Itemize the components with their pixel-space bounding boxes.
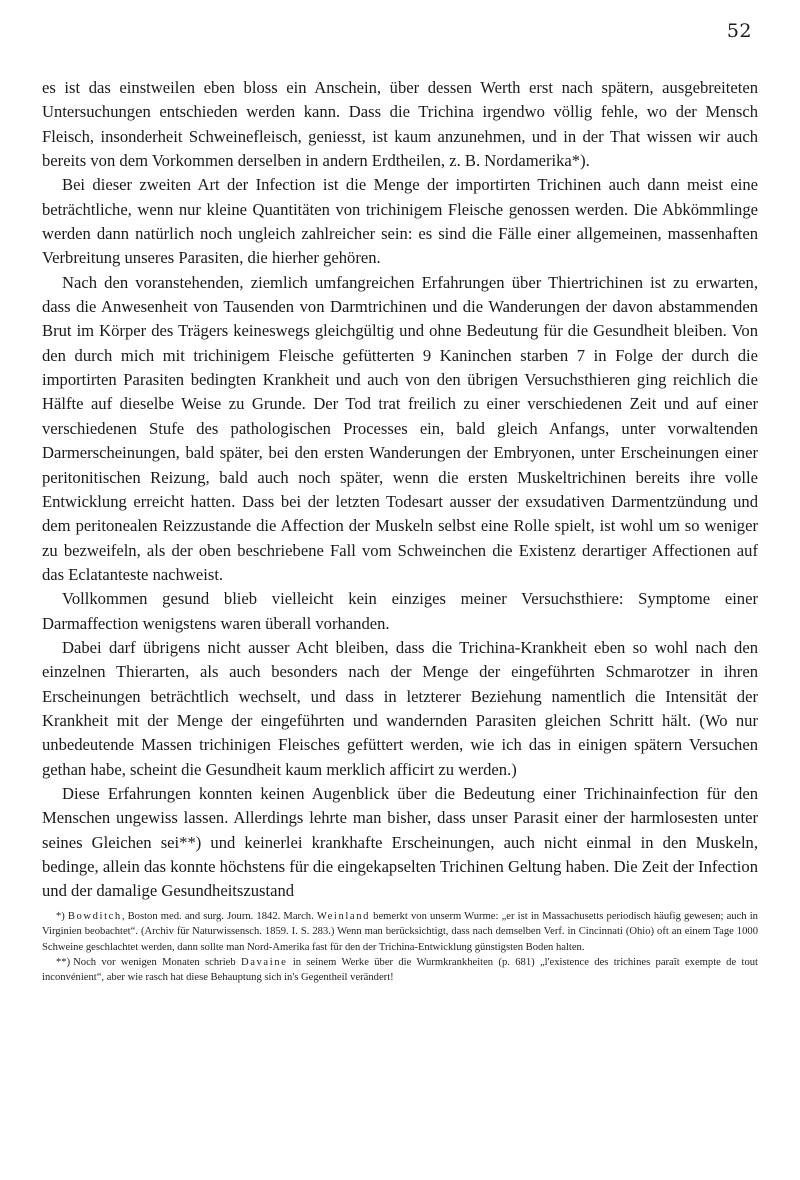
footnote-2-author: Davaine (240, 956, 288, 968)
footnote-1-author-2: Weinland (316, 910, 370, 922)
paragraph-2: Bei dieser zweiten Art der Infection ist die Menge der importirten Trichinen auch dann meist eine beträchtliche, wenn nur kleine Quantitäten von trichinigem Fleische genossen werden. Die Abkömmlinge werden dann natürlich noch ungleich zahlreicher sein: es sind die Fälle einer allgemeinen, massenhaften Verbreitung unseres Parasiten, die hierher gehören. (42, 175, 758, 268)
paragraph-3: Nach den voranstehenden, ziemlich umfangreichen Erfahrungen über Thiertrichinen ist zu erwarten, dass die Anwesenheit von Tausenden von Darmtrichinen und die Wanderungen der davon abstammenden Brut im Körper des Trägers keineswegs gleichgültig und ohne Bedeutung für die Gesundheit bleiben. Von den durch mich mit trichinigem Fleische gefütterten 9 Kaninchen starben 7 in Folge der durch die importirten Parasiten bedingten Krankheit und auch von den übrigen Versuchsthieren ging reichlich die Hälfte auf dieselbe Weise zu Grunde. Der Tod trat freilich zu einer verschiedenen Zeit und auf einer verschiedenen Stufe des pathologischen Processes ein, bald gleich Anfangs, unter vorwaltenden Darmerscheinungen, bald später, bei den ersten Wanderungen der Embryonen, unter Erscheinungen einer peritonitischen Reizung, bald auch noch später, wenn die ersten Muskeltrichinen bereits ihre volle Entwicklung erreicht hatten. Dass bei der letzten Todesart ausser der exsudativen Darmentzündung und dem peritonealen Reizzustande die Affection der Muskeln selbst eine Rolle spielt, ist wohl um so weniger zu bezweifeln, als der oben beschriebene Fall vom Schweinchen die Existenz derartiger Affectionen auf das Eclatanteste nachweist. (42, 272, 758, 584)
paragraph-6: Diese Erfahrungen konnten keinen Augenblick über die Bedeutung einer Trichinainfection für den Menschen ungewiss lassen. Allerdings lehrte man bisher, dass unser Parasit einer der harmlosesten unter seines Gleichen sei**) und keinerlei krankhafte Erscheinungen, auch nicht einmal in den Muskeln, bedinge, allein das konnte höchstens für die eingekapselten Trichinen Geltung haben. Die Zeit der Infection und der damalige Gesundheitszustand (42, 783, 758, 901)
body-text (42, 76, 758, 904)
book-page (42, 20, 758, 1160)
footnote-1-text-2: bemerkt von unserm Wurme: „er ist in Massachusetts periodisch häufig gewesen; auch in Virginien beobachtet“. (Archiv für Naturwissensch. 1859. I. S. 283.) Wenn man berücksichtigt, dass nach demselben Verf. in Cincinnati (Ohio) oft an einem Tage 1000 Schweine geschlachtet werden, dann sollte man Nord-Amerika fast für den der Trichina-Entwicklung günstigsten Boden halten. (42, 910, 758, 953)
paragraph-5: Dabei darf übrigens nicht ausser Acht bleiben, dass die Trichina-Krankheit eben so wohl nach den einzelnen Thierarten, als auch besonders nach der Menge der eingeführten Schmarotzer in ihren Erscheinungen beträchtlich wechselt, und dass in letzterer Beziehung namentlich die Intensität der Krankheit mit der Menge der eingeführten und wandernden Parasiten gleichen Schritt hält. (Wo nur unbedeutende Massen trichinigen Fleisches gefüttert werden, wie ich das in einigen spätern Versuchen gethan habe, scheint die Gesundheit kaum merklich afficirt zu werden.) (42, 637, 758, 779)
footnote-1-marker: *) (56, 910, 65, 922)
footnotes (42, 909, 758, 986)
footnote-1-author: Bowditch (67, 910, 122, 922)
footnote-1-text: , Boston med. and surg. Journ. 1842. March. (121, 910, 317, 922)
paragraph-4: Vollkommen gesund blieb vielleicht kein einziges meiner Versuchsthiere: Symptome einer Darmaffection wenigstens waren überall vorhanden. (42, 589, 758, 633)
footnote-2-text-2: in seinem Werke über die Wurmkrankheiten (p. 681) „l'existence des trichines paraît exempte de tout inconvénient“, aber wie rasch hat diese Behauptung sich in's Gegentheil verändert! (42, 956, 758, 984)
footnote-2-text: Noch vor wenigen Monaten schrieb (73, 956, 241, 968)
footnote-1 (42, 909, 758, 955)
footnote-2-marker: **) (56, 956, 71, 968)
page-number: 52 (726, 20, 752, 42)
paragraph-1: es ist das einstweilen eben bloss ein Anschein, über dessen Werth erst nach spätern, ausgebreiteten Untersuchungen entschieden werden kann. Dass die Trichina irgendwo völlig fehle, wo der Mensch Fleisch, insonderheit Schweinefleisch, geniesst, ist kaum anzunehmen, und in der That wissen wir auch bereits von dem Vorkommen derselben in andern Erdtheilen, z. B. Nordamerika*). (42, 78, 758, 171)
footnote-2 (42, 955, 758, 986)
